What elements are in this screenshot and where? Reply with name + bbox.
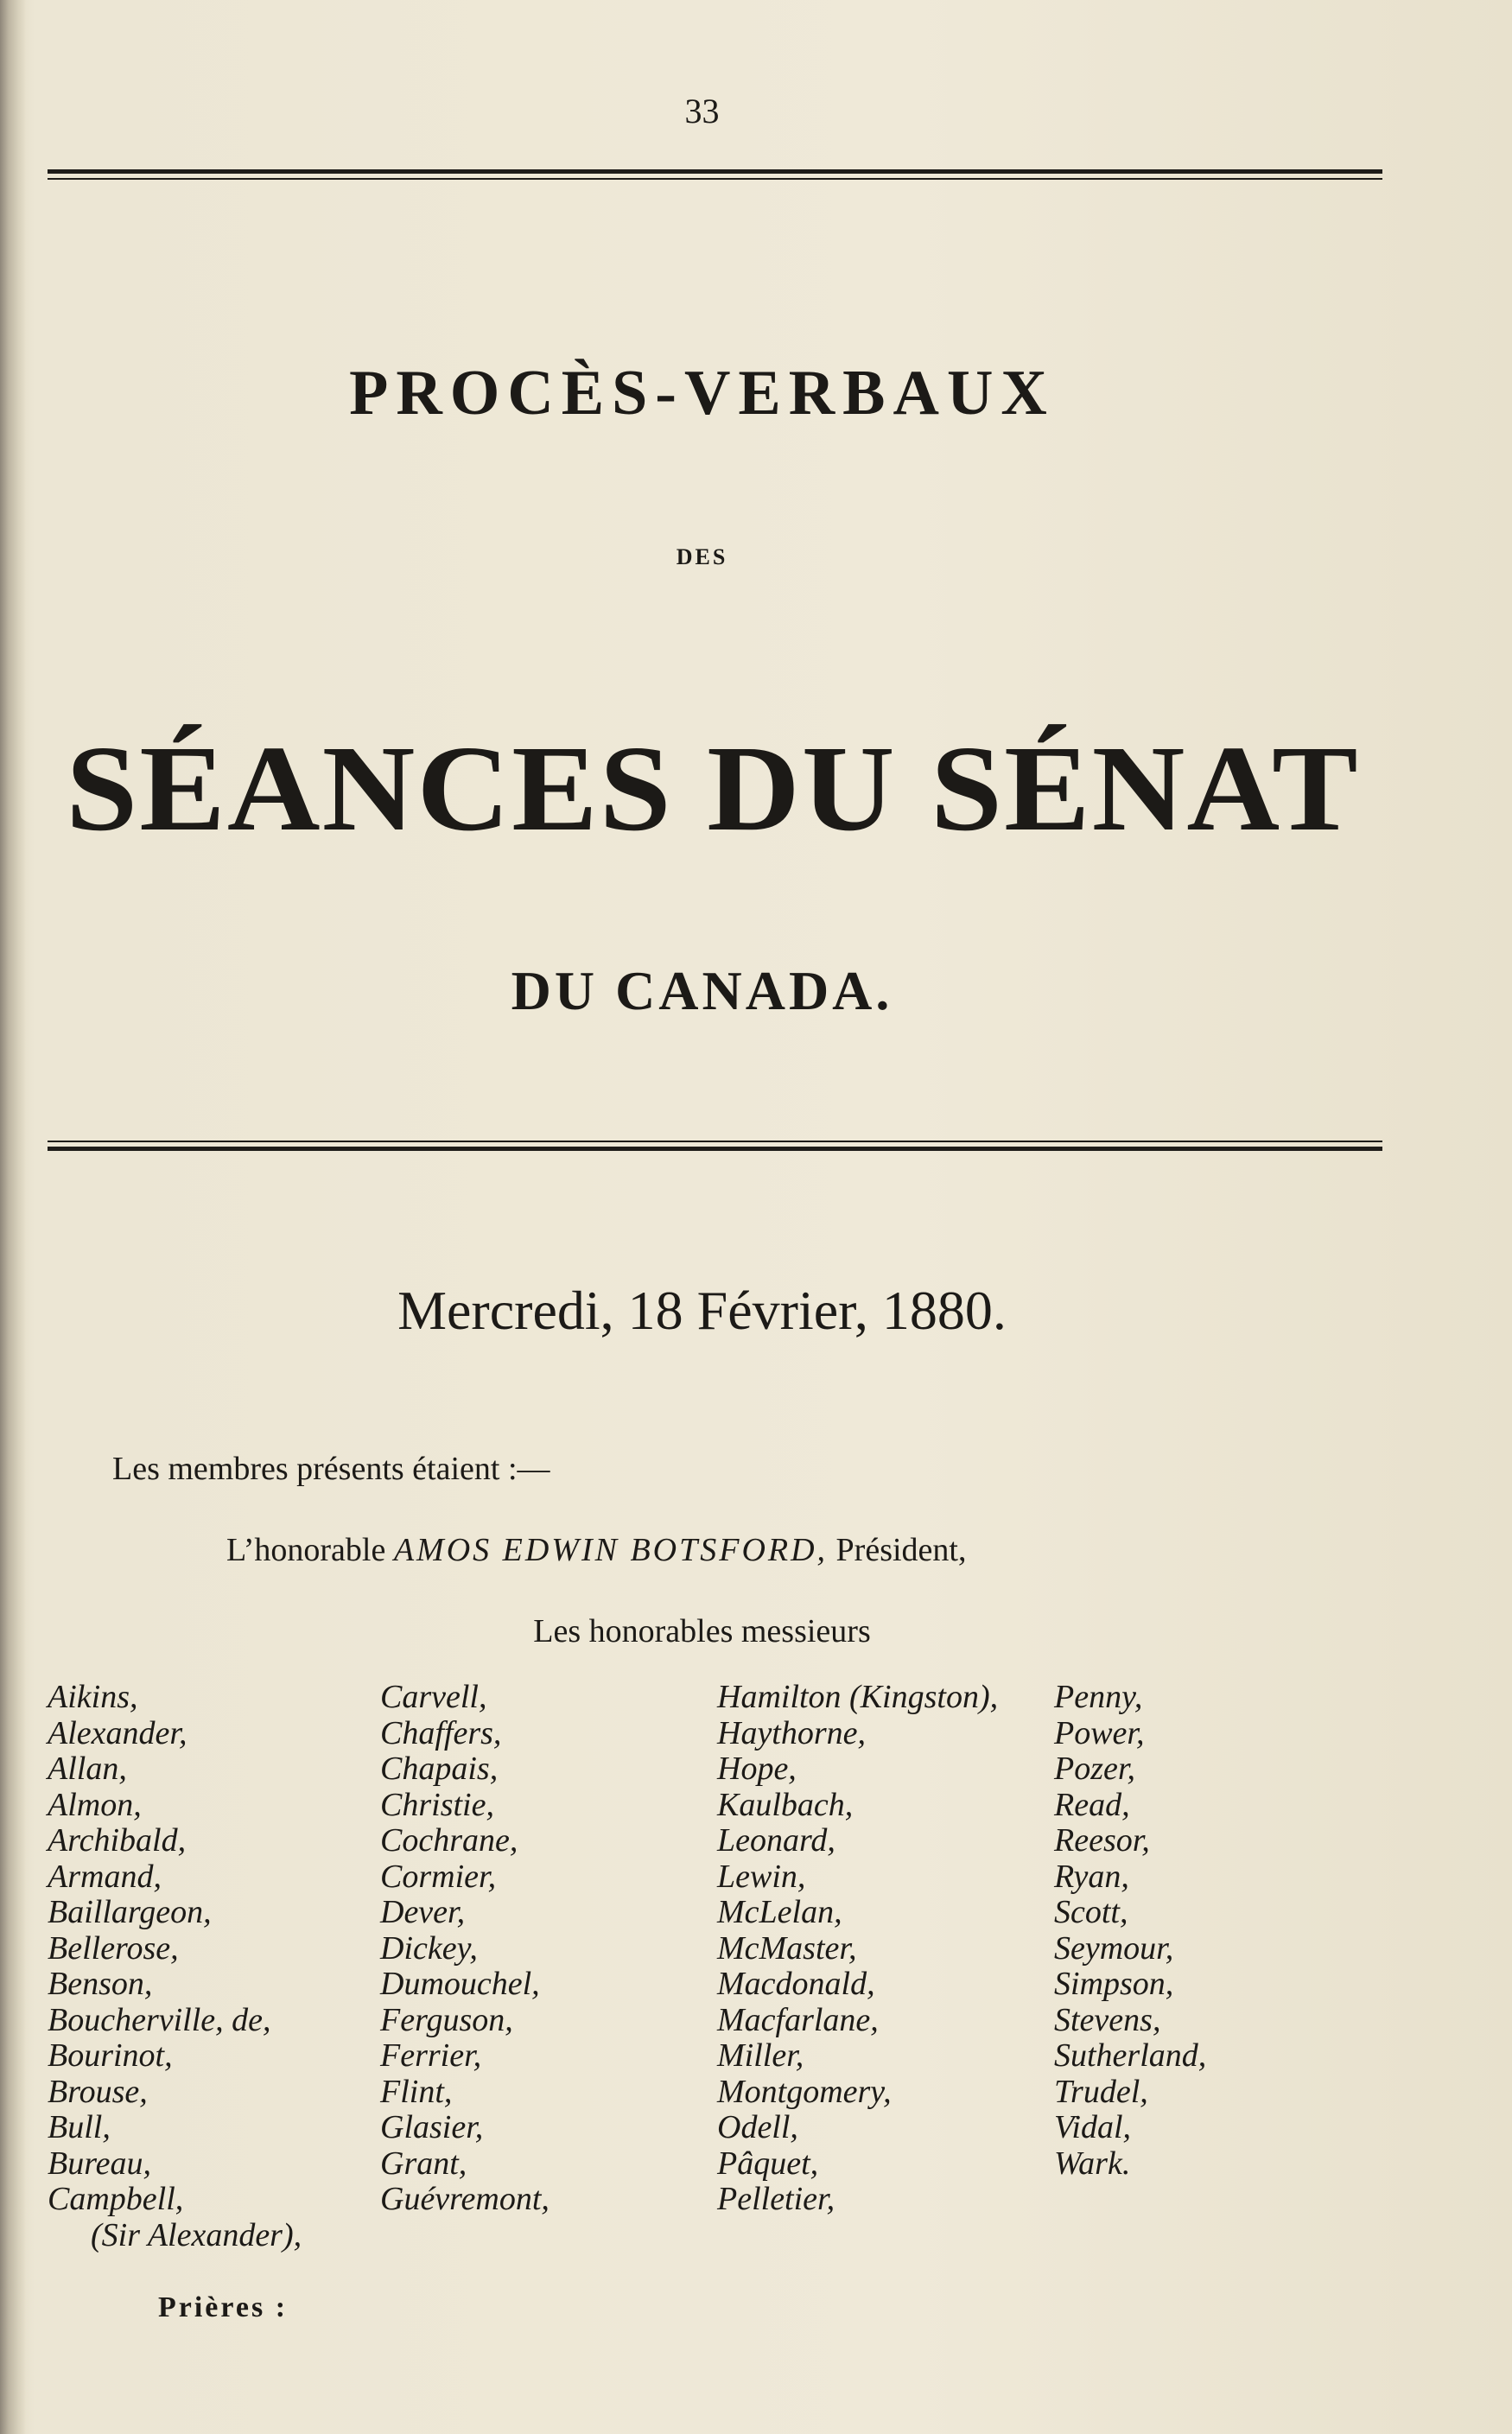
president-name: AMOS EDWIN BOTSFORD,: [393, 1532, 829, 1568]
senator-name: Penny,: [1054, 1679, 1143, 1715]
senator-column-2: [380, 1680, 550, 2218]
senator-name: Haythorne,: [717, 1714, 867, 1751]
senator-name: Hope,: [717, 1751, 797, 1787]
senator-name: Hamilton (Kingston),: [717, 1679, 999, 1715]
session-date: Mercredi, 18 Février, 1880.: [397, 1280, 1007, 1341]
senator-name: Macdonald,: [717, 1966, 875, 2002]
members-present-intro: Les membres présents étaient :—: [112, 1451, 550, 1487]
senator-name: McMaster,: [717, 1929, 857, 1967]
senator-name: Leonard,: [717, 1822, 835, 1859]
senator-name: Simpson,: [1054, 1966, 1174, 2002]
senator-name: Stevens,: [1054, 2001, 1161, 2038]
senator-name: Reesor,: [1054, 1822, 1150, 1859]
senator-name: Bellerose,: [48, 1929, 179, 1967]
president-line: [226, 1531, 966, 1569]
honorables-heading: Les honorables messieurs: [533, 1613, 871, 1649]
title-des: DES: [676, 544, 728, 569]
senator-name: McLelan,: [717, 1894, 842, 1930]
senator-name: Seymour,: [1054, 1929, 1174, 1967]
senator-name: Almon,: [48, 1786, 142, 1823]
prieres-heading: Prières :: [158, 2291, 289, 2323]
senator-name: Ferguson,: [380, 2001, 513, 2038]
senator-name: Trudel,: [1054, 2073, 1148, 2110]
senator-name: Bull,: [48, 2109, 111, 2145]
senator-name: Cormier,: [380, 1858, 497, 1895]
senator-name: Wark.: [1054, 2145, 1131, 2182]
senator-name: Macfarlane,: [717, 2001, 879, 2038]
senator-name: Lewin,: [717, 1858, 806, 1895]
senator-name: Armand,: [48, 1858, 162, 1895]
senator-name: Carvell,: [380, 1679, 487, 1715]
senator-name: Grant,: [380, 2145, 467, 2182]
senator-name-continuation: (Sir Alexander),: [91, 2216, 302, 2253]
senator-name: Guévremont,: [380, 2181, 550, 2217]
senator-name: Dickey,: [380, 1929, 478, 1967]
senator-name: Chapais,: [380, 1751, 499, 1787]
senator-name: Glasier,: [380, 2109, 484, 2145]
senator-name: Benson,: [48, 1966, 153, 2002]
senator-name: Pelletier,: [717, 2181, 835, 2217]
senator-name: Ryan,: [1054, 1858, 1129, 1895]
senator-name: Chaffers,: [380, 1714, 502, 1751]
president-role: Président,: [835, 1532, 967, 1568]
senator-name: Odell,: [717, 2109, 798, 2145]
senator-column-3: [717, 1680, 998, 2218]
senator-name: Boucherville, de,: [48, 2001, 271, 2038]
senator-column-4: [1054, 1680, 1206, 2182]
senator-name: Miller,: [717, 2037, 804, 2074]
senator-name: Power,: [1054, 1714, 1145, 1751]
senator-name: Flint,: [380, 2073, 453, 2110]
senator-name: Read,: [1054, 1786, 1130, 1823]
senator-name: Pâquet,: [717, 2145, 819, 2182]
senator-name: Bureau,: [48, 2145, 151, 2182]
middle-double-rule: [48, 1141, 1382, 1151]
senator-name: Campbell,: [48, 2181, 184, 2217]
senator-name: Alexander,: [48, 1714, 187, 1751]
senator-name: Dumouchel,: [380, 1966, 540, 2002]
senator-name: Archibald,: [48, 1822, 187, 1859]
title-proces-verbaux: PROCÈS-VERBAUX: [349, 358, 1055, 429]
senator-name: Aikins,: [48, 1679, 138, 1715]
senator-name: Allan,: [48, 1751, 127, 1787]
senator-name: Scott,: [1054, 1894, 1128, 1930]
senator-name: Brouse,: [48, 2073, 148, 2110]
senator-name: Dever,: [380, 1894, 466, 1930]
senator-name: Christie,: [380, 1786, 494, 1823]
senator-name: Montgomery,: [717, 2073, 892, 2110]
senator-name: Ferrier,: [380, 2037, 482, 2074]
top-double-rule: [48, 169, 1382, 180]
title-du-canada: DU CANADA.: [511, 960, 893, 1021]
senator-column-1: [48, 1680, 302, 2253]
senator-name: Bourinot,: [48, 2037, 173, 2074]
senator-name: Baillargeon,: [48, 1894, 212, 1930]
senator-name: Pozer,: [1054, 1751, 1135, 1787]
president-prefix: L’honorable: [226, 1532, 386, 1568]
senator-name: Cochrane,: [380, 1822, 518, 1859]
page-number: 33: [684, 92, 720, 130]
senator-name: Vidal,: [1054, 2109, 1132, 2145]
title-seances-du-senat: SÉANCES DU SÉNAT: [66, 720, 1360, 856]
senator-name: Sutherland,: [1054, 2037, 1207, 2074]
senator-name: Kaulbach,: [717, 1786, 854, 1823]
